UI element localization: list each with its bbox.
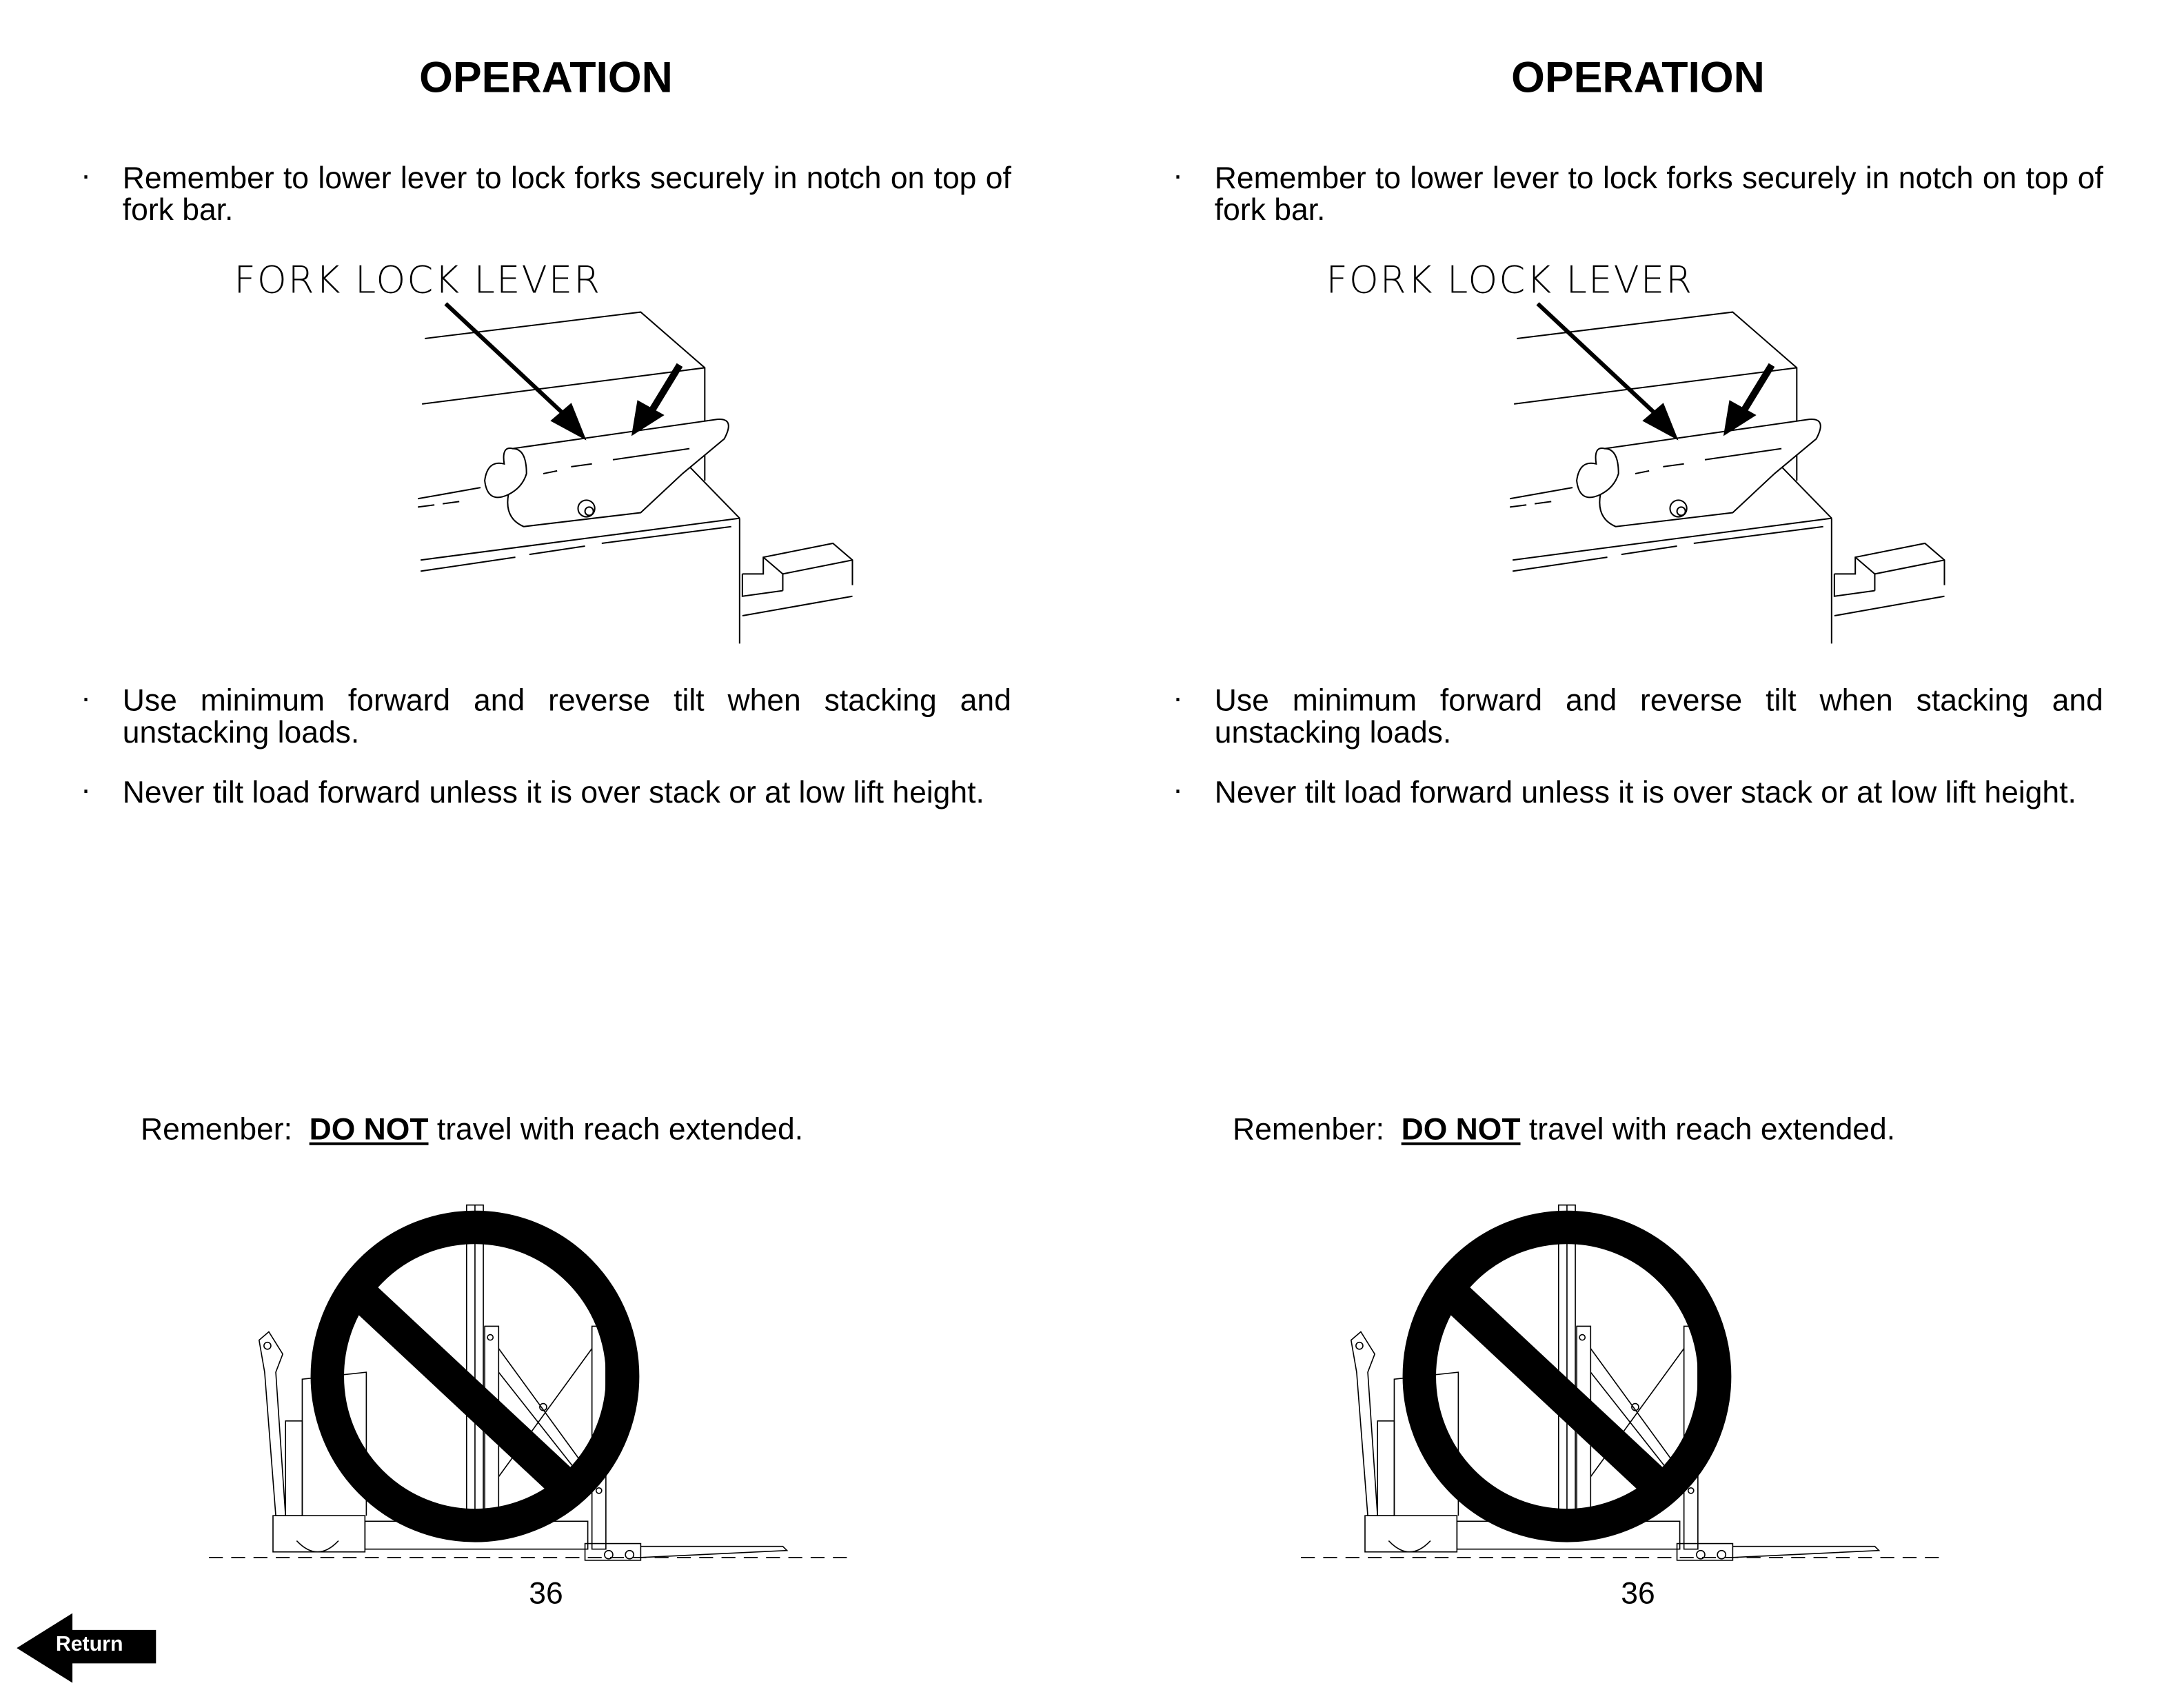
bullet-item [1173,679,2103,750]
reminder-emphasis: DO NOT [1401,1111,1521,1147]
bullet-icon: · [1173,772,1183,807]
manual-page [1092,0,2184,1689]
bullet-text: Use minimum forward and reverse tilt when stacking and unstacking loads. [122,682,1011,750]
bullet-item [81,157,1011,228]
bullet-item [81,679,1011,750]
page-title: OPERATION [1511,52,1765,102]
bullet-text: Use minimum forward and reverse tilt when stacking and unstacking loads. [1214,682,2103,750]
bullet-icon: · [81,157,91,192]
reminder-prefix: Remenber: [1233,1111,1402,1147]
reminder-prefix: Remenber: [141,1111,310,1147]
page-number: 36 [529,1576,563,1611]
figure-label: FORK LOCK LEVER [234,259,602,303]
bullet-item [81,772,1011,809]
bullet-text: Never tilt load forward unless it is over stack or at low lift height. [122,774,984,809]
reminder-text [141,1111,803,1148]
bullet-icon: · [81,679,91,715]
page-number: 36 [1621,1576,1655,1611]
return-button[interactable] [17,1613,159,1683]
reminder-suffix: travel with reach extended. [428,1111,804,1147]
bullet-text: Never tilt load forward unless it is over stack or at low lift height. [1214,774,2076,809]
bullet-icon: · [1173,157,1183,192]
bullet-text: Remember to lower lever to lock forks securely in notch on top of fork bar. [1214,160,2103,228]
figure-label: FORK LOCK LEVER [1326,259,1694,303]
bullet-item [1173,157,2103,228]
reminder-text [1233,1111,1895,1148]
reminder-emphasis: DO NOT [309,1111,429,1147]
reach-truck-no-travel-illustration [1092,0,2184,1689]
bullet-icon: · [81,772,91,807]
page-title: OPERATION [419,52,673,102]
reminder-suffix: travel with reach extended. [1520,1111,1896,1147]
bullet-icon: · [1173,679,1183,715]
bullet-text: Remember to lower lever to lock forks securely in notch on top of fork bar. [122,160,1011,228]
return-label: Return [55,1632,123,1657]
bullet-item [1173,772,2103,809]
manual-page [0,0,1092,1689]
reach-truck-no-travel-illustration [0,0,1092,1689]
